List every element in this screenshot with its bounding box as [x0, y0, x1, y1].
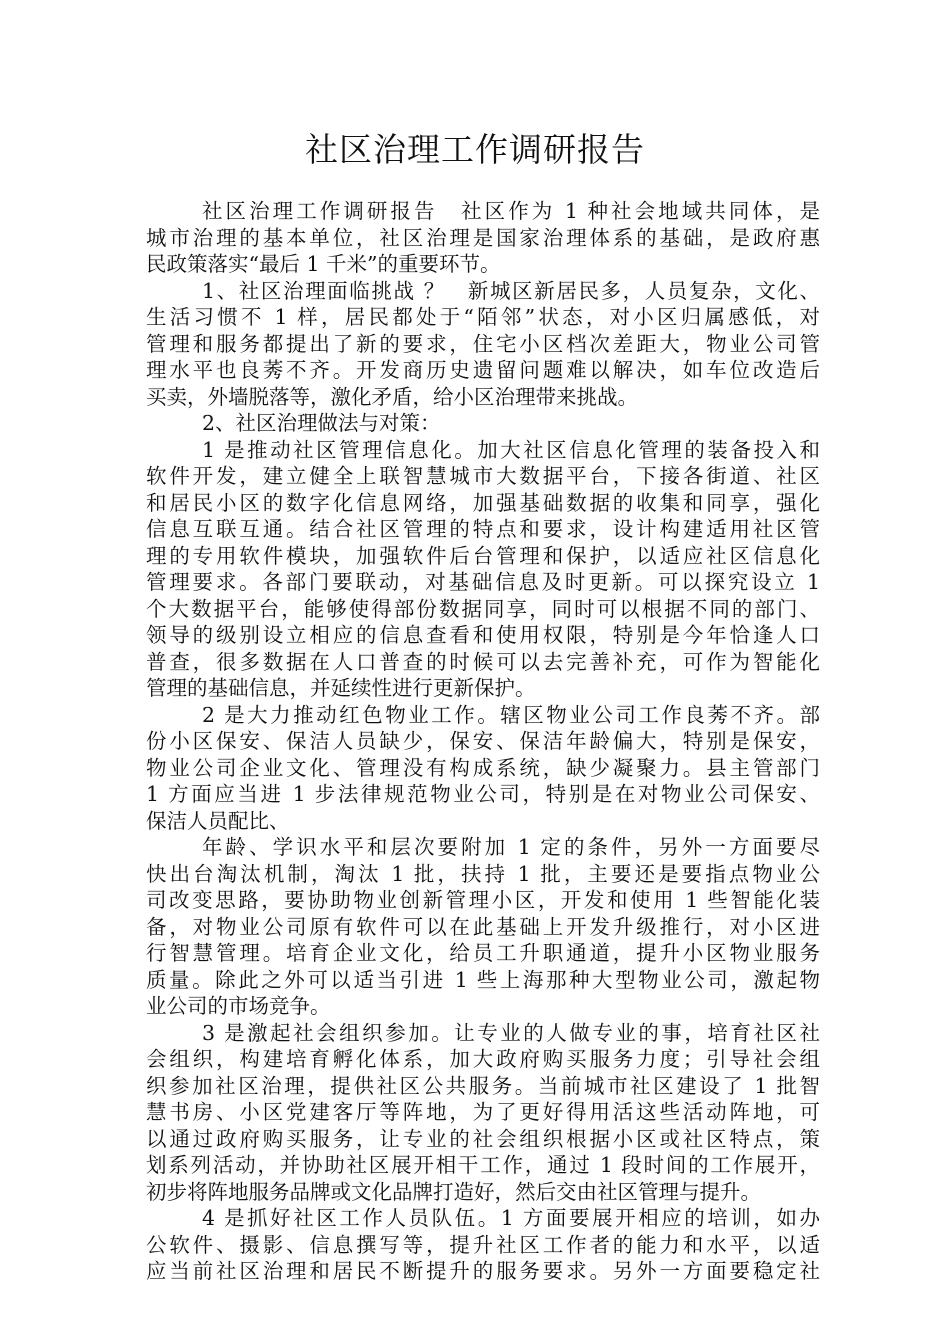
body-line: 管理要求。各部门要联动，对基础信息及时更新。可以探究设立 1	[146, 570, 820, 594]
body-line: 理水平也良莠不齐。开发商历史遗留问题难以解决，如车位改造后	[146, 358, 820, 382]
body-line: 公软件、摄影、信息撰写等，提升社区工作者的能力和水平，以适	[146, 1232, 820, 1257]
body-line: 领导的级别设立相应的信息查看和使用权限，特别是今年恰逢人口	[146, 623, 820, 647]
body-line: 软件开发，建立健全上联智慧城市大数据平台，下接各街道、社区	[146, 464, 820, 488]
body-line: 3 是激起社会组织参加。让专业的人做专业的事，培育社区社	[202, 1020, 820, 1045]
document-title: 社区治理工作调研报告	[305, 130, 645, 169]
body-line: 理的专用软件模块，加强软件后台管理和保护，以适应社区信息化	[146, 543, 820, 568]
body-line: 快出台淘汰机制，淘汰 1 批，扶持 1 批，主要还是要指点物业公	[146, 861, 820, 886]
body-line: 会组织，构建培育孵化体系，加大政府购买服务力度；引导社会组	[146, 1047, 820, 1071]
body-line: 买卖，外墙脱落等，激化矛盾，给小区治理带来挑战。	[146, 384, 638, 409]
body-line: 民政策落实“最后 1 千米”的重要环节。	[146, 252, 501, 276]
body-line: 质量。除此之外可以适当引进 1 些上海那种大型物业公司，激起物	[146, 967, 820, 992]
body-line: 信息互联互通。结合社区管理的特点和要求，设计构建适用社区管	[146, 517, 820, 541]
body-line: 备，对物业公司原有软件可以在此基础上开发升级推行，对小区进	[146, 914, 820, 939]
body-line: 年龄、学识水平和层次要附加 1 定的条件，另外一方面要尽	[202, 835, 820, 859]
body-line: 和居民小区的数字化信息网络，加强基础数据的收集和同享，强化	[146, 490, 820, 515]
body-line: 应当前社区治理和居民不断提升的服务要求。另外一方面要稳定社	[146, 1259, 820, 1283]
document-body	[146, 198, 820, 1285]
body-line: 物业公司企业文化、管理没有构成系统，缺少凝聚力。县主管部门	[146, 755, 820, 780]
body-line: 1 是推动社区管理信息化。加大社区信息化管理的装备投入和	[202, 437, 820, 462]
body-line: 4 是抓好社区工作人员队伍。1 方面要展开相应的培训，如办	[202, 1206, 820, 1230]
body-line: 2 是大力推动红色物业工作。辖区物业公司工作良莠不齐。部	[202, 702, 820, 727]
body-line: 城市治理的基本单位，社区治理是国家治理体系的基础，是政府惠	[146, 225, 820, 250]
body-line: 司改变思路，要协助物业创新管理小区，开发和使用 1 些智能化装	[146, 888, 820, 912]
body-line: 管理的基础信息，并延续性进行更新保护。	[146, 676, 536, 700]
body-line: 2、社区治理做法与对策：	[202, 411, 441, 435]
body-line: 管理和服务都提出了新的要求，住宅小区档次差距大，物业公司管	[146, 331, 820, 356]
body-line: 初步将阵地服务品牌或文化品牌打造好，然后交由社区管理与提升。	[146, 1179, 761, 1204]
body-line: 份小区保安、保洁人员缺少，保安、保洁年龄偏大，特别是保安，	[146, 729, 820, 753]
body-line: 生活习惯不 1 样，居民都处于“陌邻”状态，对小区归属感低，对	[146, 305, 820, 329]
body-line: 个大数据平台，能够使得部份数据同享，同时可以根据不同的部门、	[146, 596, 820, 621]
body-line: 织参加社区治理，提供社区公共服务。当前城市社区建设了 1 批智	[146, 1073, 820, 1098]
body-line: 行智慧管理。培育企业文化，给员工升职通道，提升小区物业服务	[146, 941, 820, 965]
body-line: 划系列活动，并协助社区展开相干工作，通过 1 段时间的工作展开，	[146, 1153, 820, 1177]
body-line: 1 方面应当进 1 步法律规范物业公司，特别是在对物业公司保安、	[146, 782, 820, 806]
body-line: 业公司的市场竞争。	[146, 994, 331, 1018]
body-line: 普查，很多数据在人口普查的时候可以去完善补充，可作为智能化	[146, 649, 820, 674]
body-line: 慧书房、小区党建客厅等阵地，为了更好得用活这些活动阵地，可	[146, 1100, 820, 1124]
body-line: 社区治理工作调研报告 社区作为 1 种社会地域共同体，是	[202, 199, 820, 223]
body-line: 以通过政府购买服务，让专业的社会组织根据小区或社区特点，策	[146, 1126, 820, 1151]
body-line: 保洁人员配比、	[146, 808, 290, 833]
body-line: 1、社区治理面临挑战 ？ 新城区新居民多，人员复杂，文化、	[202, 278, 820, 303]
